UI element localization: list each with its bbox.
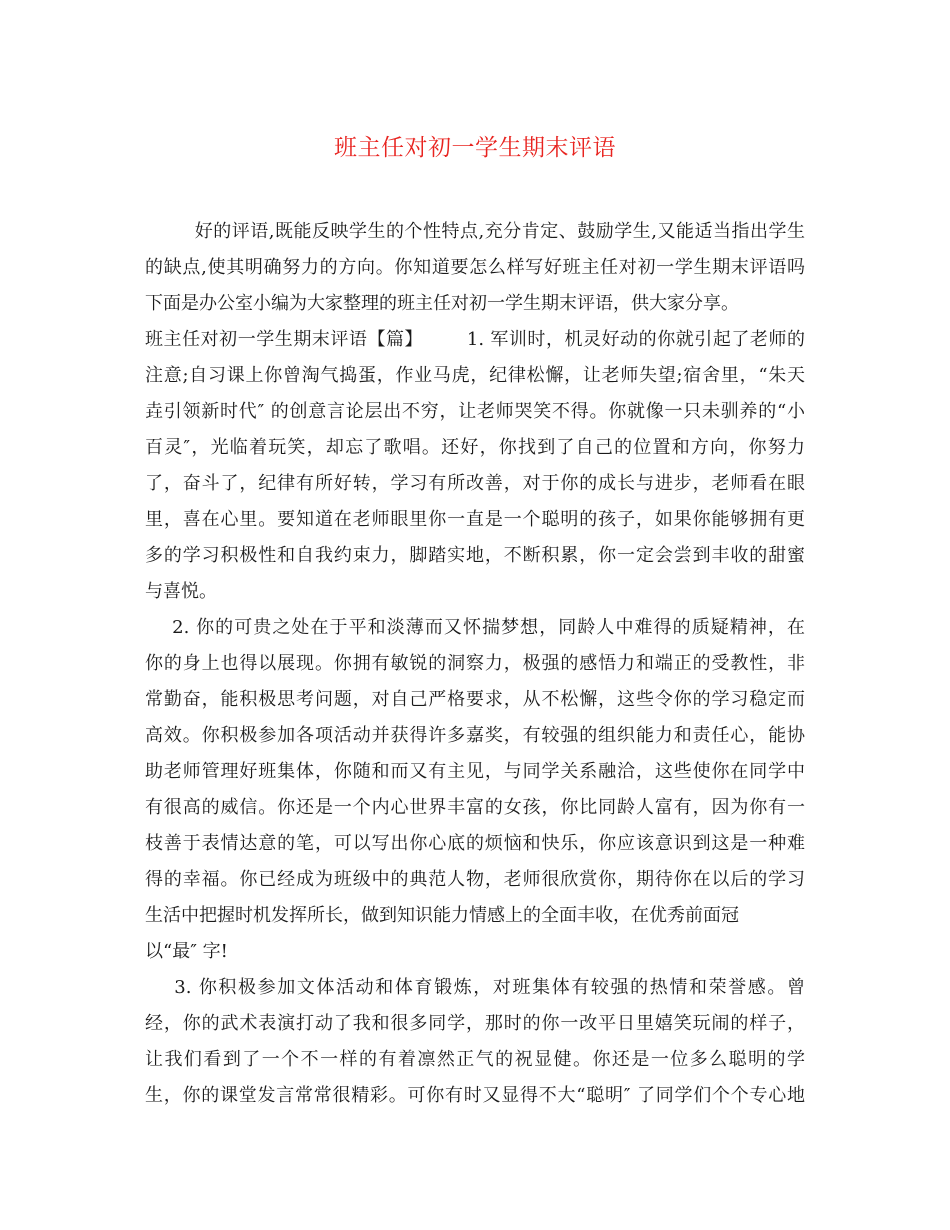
text-line: 的缺点,使其明确努力的方向。你知道要怎么样写好班主任对初一学生期末评语吗 [145,257,805,278]
text-line: 垚引领新时代″ 的创意言论层出不穷，让老师哭笑不得。你就像一只未驯养的“小 [145,401,805,422]
text-line: 好的评语,既能反映学生的个性特点,充分肯定、鼓励学生,又能适当指出学生 [145,221,805,242]
text-line: 枝善于表情达意的笔，可以写出你心底的烦恼和快乐，你应该意识到这是一种难 [145,833,805,854]
text-line: 生活中把握时机发挥所长，做到知识能力情感上的全面丰收，在优秀前面冠 [145,905,739,926]
text-line: 3. 你积极参加文体活动和体育锻炼，对班集体有较强的热情和荣誉感。曾 [145,977,805,998]
page-title: 班主任对初一学生期末评语 [334,135,616,161]
text-line: 与喜悦。 [145,581,217,602]
text-line: 班主任对初一学生期末评语【篇】 1. 军训时，机灵好动的你就引起了老师的 [145,329,805,350]
text-line: 你的身上也得以展现。你拥有敏锐的洞察力，极强的感悟力和端正的受教性，非 [145,653,805,674]
text-line: 有很高的威信。你还是一个内心世界丰富的女孩，你比同龄人富有，因为你有一 [145,797,805,818]
text-line: 让我们看到了一个不一样的有着凛然正气的祝显健。你还是一位多么聪明的学 [145,1049,805,1070]
text-line: 经，你的武术表演打动了我和很多同学，那时的你一改平日里嬉笑玩闹的样子， [145,1013,805,1034]
text-line: 下面是办公室小编为大家整理的班主任对初一学生期末评语，供大家分享。 [145,293,739,314]
text-line: 2. 你的可贵之处在于平和淡薄而又怀揣梦想，同龄人中难得的质疑精神，在 [145,617,805,638]
text-line: 注意;自习课上你曾淘气捣蛋，作业马虎，纪律松懈，让老师失望;宿舍里，“朱天 [145,365,805,386]
text-line: 多的学习积极性和自我约束力，脚踏实地，不断积累，你一定会尝到丰收的甜蜜 [145,545,805,566]
text-line: 里，喜在心里。要知道在老师眼里你一直是一个聪明的孩子，如果你能够拥有更 [145,509,805,530]
text-line: 百灵″，光临着玩笑，却忘了歌唱。还好，你找到了自己的位置和方向，你努力 [145,437,805,458]
text-line: 得的幸福。你已经成为班级中的典范人物，老师很欣赏你，期待你在以后的学习 [145,869,805,890]
text-line: 生，你的课堂发言常常很精彩。可你有时又显得不大“聪明″ 了同学们个个专心地 [145,1085,805,1106]
text-line: 了，奋斗了，纪律有所好转，学习有所改善，对于你的成长与进步，老师看在眼 [145,473,805,494]
text-line: 常勤奋，能积极思考问题，对自己严格要求，从不松懈，这些令你的学习稳定而 [145,689,805,710]
text-line: 以“最″ 字! [145,941,228,962]
text-line: 高效。你积极参加各项活动并获得许多嘉奖，有较强的组织能力和责任心，能协 [145,725,805,746]
text-line: 助老师管理好班集体，你随和而又有主见，与同学关系融洽，这些使你在同学中 [145,761,805,782]
